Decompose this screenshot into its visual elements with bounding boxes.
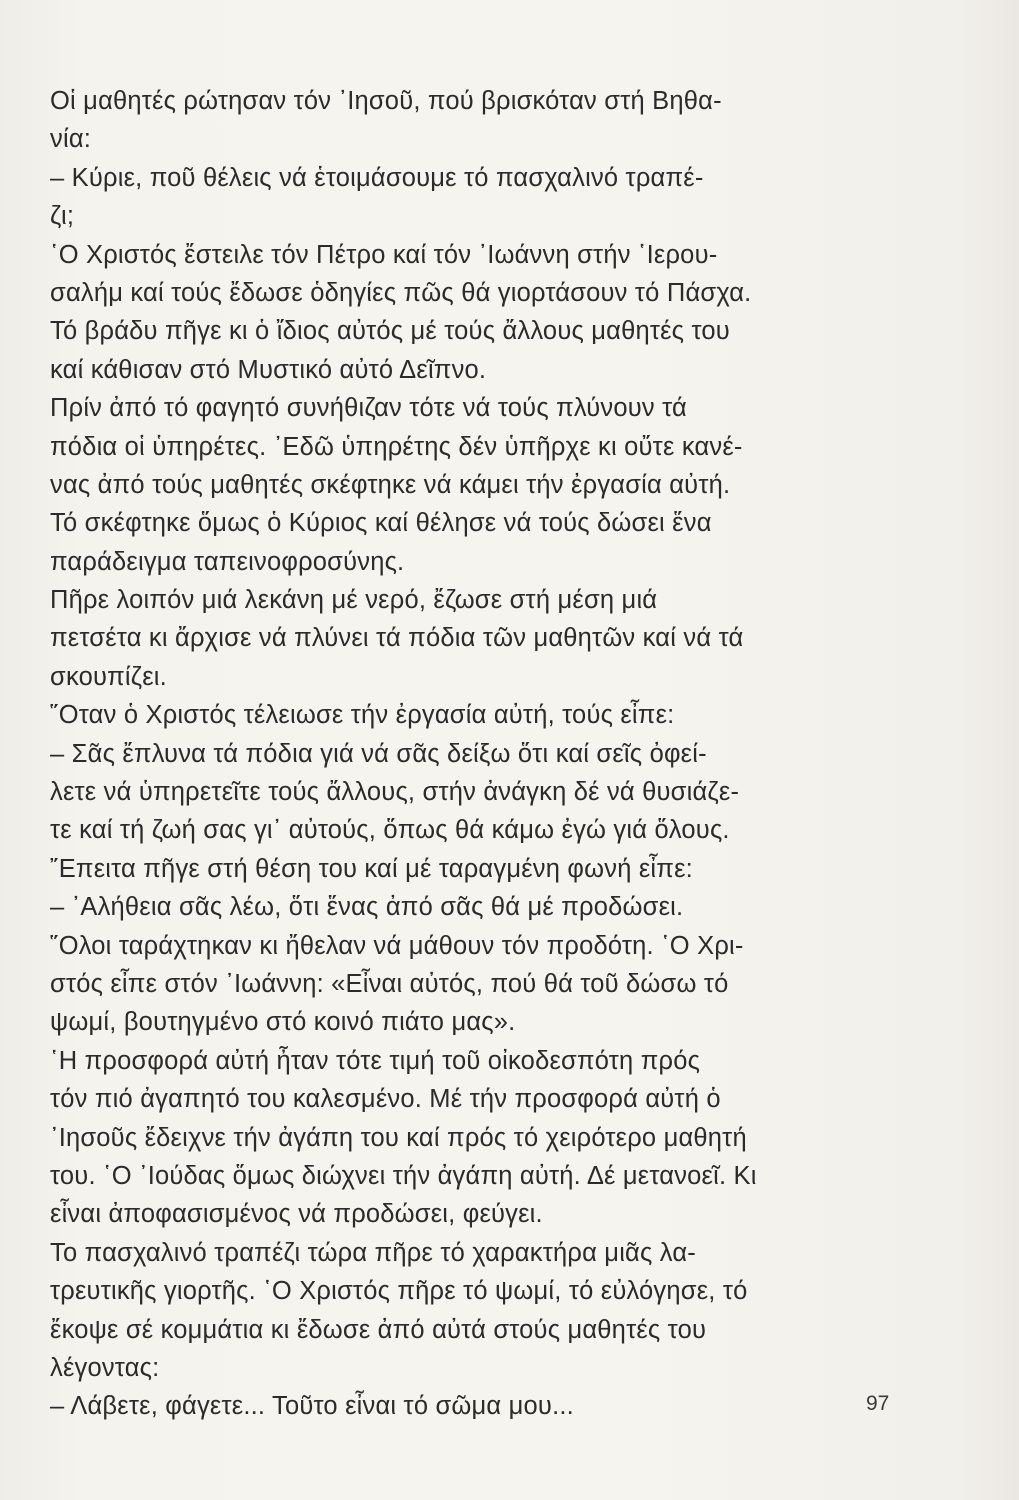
text-line: Πρίν ἀπό τό φαγητό συνήθιζαν τότε νά τούς πλύνουν τά (50, 394, 687, 423)
text-line: ἔκοψε σέ κομμάτια κι ἔδωσε ἀπό αὐτά στούς μαθητές του (50, 1315, 707, 1344)
text-line: πετσέτα κι ἄρχισε νά πλύνει τά πόδια τῶν μαθητῶν καί νά τά (50, 624, 744, 653)
text-line: νία: (50, 125, 92, 154)
text-line: Τό σκέφτηκε ὅμως ὁ Κύριος καί θέλησε νά τούς δώσει ἕνα (50, 509, 712, 538)
text-line: Τό βράδυ πῆγε κι ὁ ἴδιος αὐτός μέ τούς ἄλλους μαθητές του (50, 317, 730, 346)
text-line: σαλήμ καί τούς ἔδωσε ὁδηγίες πῶς θά γιορτάσουν τό Πάσχα. (50, 278, 752, 307)
text-line: παράδειγμα ταπεινοφροσύνης. (50, 547, 405, 576)
text-line: ῾Η προσφορά αὐτή ἦταν τότε τιμή τοῦ οἰκοδεσπότη πρός (50, 1046, 701, 1075)
text-line: ῞Οταν ὁ Χριστός τέλειωσε τήν ἐργασία αὐτή, τούς εἶπε: (50, 701, 675, 730)
text-line: Οἱ μαθητές ρώτησαν τόν ᾽Ιησοῦ, πού βρισκόταν στή Βηθα- (50, 87, 722, 115)
page-edge-shadow (959, 0, 1019, 1500)
text-line: τόν πιό ἀγαπητό του καλεσμένο. Μέ τήν προσφορά αὐτή ὁ (50, 1085, 721, 1114)
text-line: νας ἀπό τούς μαθητές σκέφτηκε νά κάμει τήν ἐργασία αὐτή. (50, 470, 731, 499)
text-line: τρευτικῆς γιορτῆς. ῾Ο Χριστός πῆρε τό ψωμί, τό εὐλόγησε, τό (50, 1277, 748, 1306)
text-line: – Λάβετε, φάγετε... Τοῦτο εἶναι τό σῶμα μου... (50, 1392, 574, 1421)
text-line: ᾽Ιησοῦς ἔδειχνε τήν ἀγάπη του καί πρός τό χειρότερο μαθητή (50, 1123, 747, 1152)
text-line: ψωμί, βουτηγμένο στό κοινό πιάτο μας». (50, 1008, 516, 1037)
text-line: ῎Επειτα πῆγε στή θέση του καί μέ ταραγμένη φωνή εἶπε: (50, 854, 693, 883)
text-line: Το πασχαλινό τραπέζι τώρα πῆρε τό χαρακτήρα μιᾶς λα- (50, 1238, 696, 1267)
text-line: – Σᾶς ἔπλυνα τά πόδια γιά νά σᾶς δείξω ὅτι καί σεῖς ὀφεί- (50, 739, 707, 768)
text-line: πόδια οἱ ὑπηρέτες. ᾽Εδῶ ὑπηρέτης δέν ὑπῆρχε κι οὔτε κανέ- (50, 432, 743, 461)
text-line: ῞Ολοι ταράχτηκαν κι ἤθελαν νά μάθουν τόν προδότη. ῾Ο Χρι- (50, 931, 744, 960)
text-line: ῾Ο Χριστός ἔστειλε τόν Πέτρο καί τόν ᾽Ιωάννη στήν ῾Ιερου- (50, 240, 718, 269)
text-line: τε καί τή ζωή σας γι᾽ αὐτούς, ὅπως θά κάμω ἐγώ γιά ὅλους. (50, 816, 730, 845)
text-line: σκουπίζει. (50, 662, 167, 691)
text-line: του. ῾Ο ᾽Ιούδας ὅμως διώχνει τήν ἀγάπη αὐτή. Δέ μετανοεῖ. Κι (50, 1161, 757, 1190)
text-line: λέγοντας: (50, 1353, 160, 1382)
text-line: ζι; (50, 202, 75, 231)
text-line: εἶναι ἀποφασισμένος νά προδώσει, φεύγει. (50, 1200, 543, 1229)
text-line: λετε νά ὑπηρετεῖτε τούς ἄλλους, στήν ἀνάγκη δέ νά θυσιάζε- (50, 778, 740, 807)
text-line: – Κύριε, ποῦ θέλεις νά ἑτοιμάσουμε τό πασχαλινό τραπέ- (50, 163, 704, 192)
text-line: καί κάθισαν στό Μυστικό αὐτό Δεῖπνο. (50, 355, 487, 384)
text-line: στός εἶπε στόν ᾽Ιωάννη: «Εἶναι αὐτός, πού θά τοῦ δώσω τό (50, 969, 729, 998)
page-number: 97 (866, 1392, 890, 1415)
text-line: – ᾽Αλήθεια σᾶς λέω, ὅτι ἕνας ἀπό σᾶς θά μέ προδώσει. (50, 893, 684, 922)
text-line: Πῆρε λοιπόν μιά λεκάνη μέ νερό, ἔζωσε στή μέση μιά (50, 586, 658, 615)
body-text (50, 82, 895, 1426)
